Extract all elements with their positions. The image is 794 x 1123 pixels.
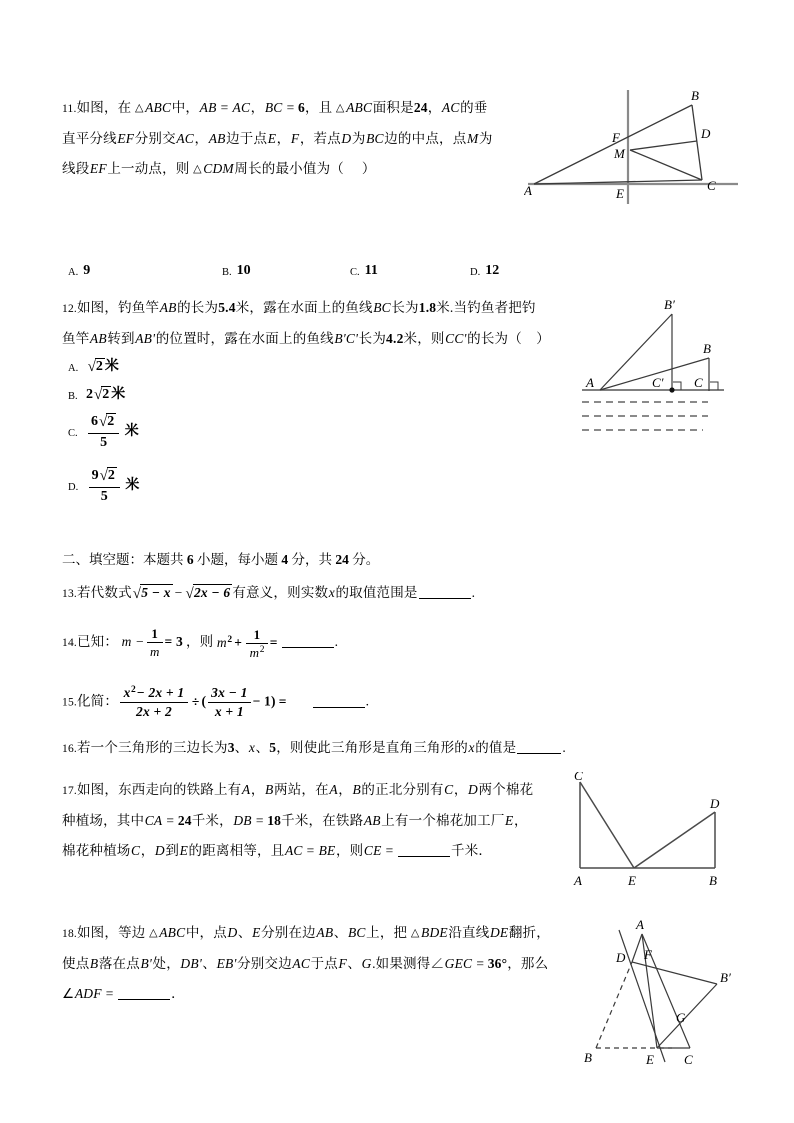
question-17-number: 17.	[62, 785, 77, 797]
question-18-number: 18.	[62, 928, 77, 940]
triangle-symbol: △	[134, 102, 144, 114]
figure-12-label-A: A	[586, 375, 594, 390]
question-17-text: 17.如图，东西走向的铁路上有A，B两站，在A，B的正北分别有C，D两个棉花	[62, 782, 534, 797]
figure-18-label-F: F	[644, 947, 652, 962]
question-17: 17.如图，东西走向的铁路上有A，B两站，在A，B的正北分别有C，D两个棉花 种植场，其中CA = 24千米，DB = 18千米，在铁路AB上有一个棉花加工厂E， 棉花种植场C，D到E的距离相等，且AC = BE，则CE = 千米．	[62, 775, 562, 866]
option-11-C[interactable]: C. 11	[350, 263, 378, 278]
question-11-number: 11.	[62, 103, 77, 115]
figure-17-label-C: C	[574, 772, 583, 783]
figure-11-label-E: E	[616, 186, 624, 201]
figure-11-label-A: A	[524, 183, 532, 198]
option-11-A[interactable]: A. 9	[68, 263, 91, 278]
triangle-symbol: △	[193, 163, 202, 175]
figure-17-label-E: E	[628, 873, 636, 888]
answer-blank-16[interactable]	[517, 753, 561, 754]
option-12-A[interactable]: A. √2 米	[68, 359, 119, 375]
question-12: 12.如图，钓鱼竿AB的长为5.4米，露在水面上的鱼线BC长为1.8米.当钓鱼者把钓 鱼竿AB转到AB'的位置时，露在水面上的鱼线B'C'长为4.2米，则CC'的长为（ ）	[62, 293, 582, 354]
figure-18-label-A: A	[636, 917, 644, 932]
answer-blank-14[interactable]	[282, 647, 334, 648]
figure-12-label-C: C	[694, 375, 703, 390]
figure-12-label-B-prime: B′	[664, 297, 675, 312]
question-12-text: 12.如图，钓鱼竿AB的长为5.4米，露在水面上的鱼线BC长为1.8米.当钓鱼者把钓	[62, 300, 536, 315]
answer-blank-15[interactable]	[313, 707, 365, 708]
figure-question-12	[578, 294, 750, 454]
figure-12-label-C-prime: C′	[652, 375, 664, 390]
option-12-D[interactable]: D. $\frac{9√2}{5}$ 米	[68, 468, 140, 504]
answer-blank-13[interactable]	[419, 598, 471, 599]
figure-18-label-D: D	[616, 950, 626, 965]
question-12-number: 12.	[62, 303, 77, 315]
option-11-D[interactable]: D. 12	[470, 263, 500, 278]
figure-question-17	[558, 772, 744, 898]
figure-11-label-F: F	[612, 130, 620, 145]
figure-18-label-C: C	[684, 1052, 693, 1067]
question-15-number: 15.	[62, 696, 77, 709]
figure-question-18	[572, 912, 758, 1072]
question-16: 16.若一个三角形的三边长为3、x、5，则使此三角形是直角三角形的x的值是 .	[62, 740, 566, 755]
answer-blank-18[interactable]	[118, 999, 170, 1000]
option-12-C[interactable]: C. $\frac{6√2}{5}$ 米	[68, 414, 139, 450]
question-13: 13.若代数式√5 − x − √2x − 6 有意义，则实数x的取值范围是 .	[62, 578, 475, 609]
question-15: 15.化简： $\frac{x^2- 2x + 1}{2x + 2}$ ÷ ( $\frac{3x - 1}{x + 1}$ − 1) = .	[62, 685, 370, 719]
figure-18-label-B-prime: B′	[720, 970, 731, 985]
triangle-symbol: △	[410, 927, 420, 939]
question-14: 14.已知： m − $\frac{1}{m}$ = 3 ，则 $m^2$ + $\frac{1}{m^2}$ = .	[62, 626, 339, 661]
radical-5-minus-x: √5 − x	[132, 585, 171, 602]
figure-question-11	[524, 88, 740, 206]
figure-11-label-B: B	[691, 88, 699, 103]
figure-17-label-D: D	[710, 796, 720, 811]
question-13-number: 13.	[62, 588, 77, 600]
equation-m2-plus-1-over-m2: $m^2$ + $\frac{1}{m^2}$ =	[216, 627, 278, 661]
figure-11-label-M: M	[614, 146, 625, 161]
question-18-text: 18.如图，等边 △ ABC中，点D、E分别在边AB、BC上，把 △ BDE沿直线DE翻折，	[62, 925, 550, 940]
triangle-symbol: △	[335, 102, 345, 114]
equation-m-minus-1-over-m: m − $\frac{1}{m}$ = 3	[121, 626, 183, 660]
question-18: 18.如图，等边 △ ABC中，点D、E分别在边AB、BC上，把 △ BDE沿直线DE翻折， 使点B落在点B'处，DB'、EB'分别交边AC于点F、G.如果测得∠GEC = 36°，那么 ∠ADF = ．	[62, 918, 582, 1009]
figure-17-label-A: A	[574, 873, 582, 888]
figure-11-label-C: C	[707, 178, 716, 193]
question-16-number: 16.	[62, 743, 77, 755]
figure-18-label-B: B	[584, 1050, 592, 1065]
question-14-number: 14.	[62, 636, 77, 649]
triangle-symbol: △	[149, 927, 158, 939]
expression-fraction-division: $\frac{x^2- 2x + 1}{2x + 2}$ ÷ ( $\frac{3x - 1}{x + 1}$ − 1) =	[118, 685, 287, 720]
option-12-B[interactable]: B. 2√2 米	[68, 387, 126, 403]
question-11-text: 11.如图，在 △ ABC中，AB = AC，BC = 6，且 △ ABC面积是24，AC的垂	[62, 100, 488, 115]
figure-18-label-G: G	[676, 1010, 686, 1025]
section-2-heading: 二、填空题：本题共 6 小题，每小题 4 分，共 24 分。	[62, 552, 380, 567]
figure-17-label-B: B	[709, 873, 717, 888]
figure-18-label-E: E	[646, 1052, 654, 1067]
answer-blank-17[interactable]	[398, 856, 450, 857]
option-11-B[interactable]: B. 10	[222, 263, 251, 278]
figure-12-label-B: B	[703, 341, 711, 356]
question-11: 11.如图，在 △ ABC中，AB = AC，BC = 6，且 △ ABC面积是24，AC的垂 直平分线EF分别交AC，AB边于点E，F，若点D为BC边的中点，点M为 线段EF上一动点，则 △ CDM周长的最小值为（ ）	[62, 93, 542, 184]
figure-11-label-D: D	[701, 126, 711, 141]
radical-2x-minus-6: √2x − 6	[185, 585, 231, 602]
